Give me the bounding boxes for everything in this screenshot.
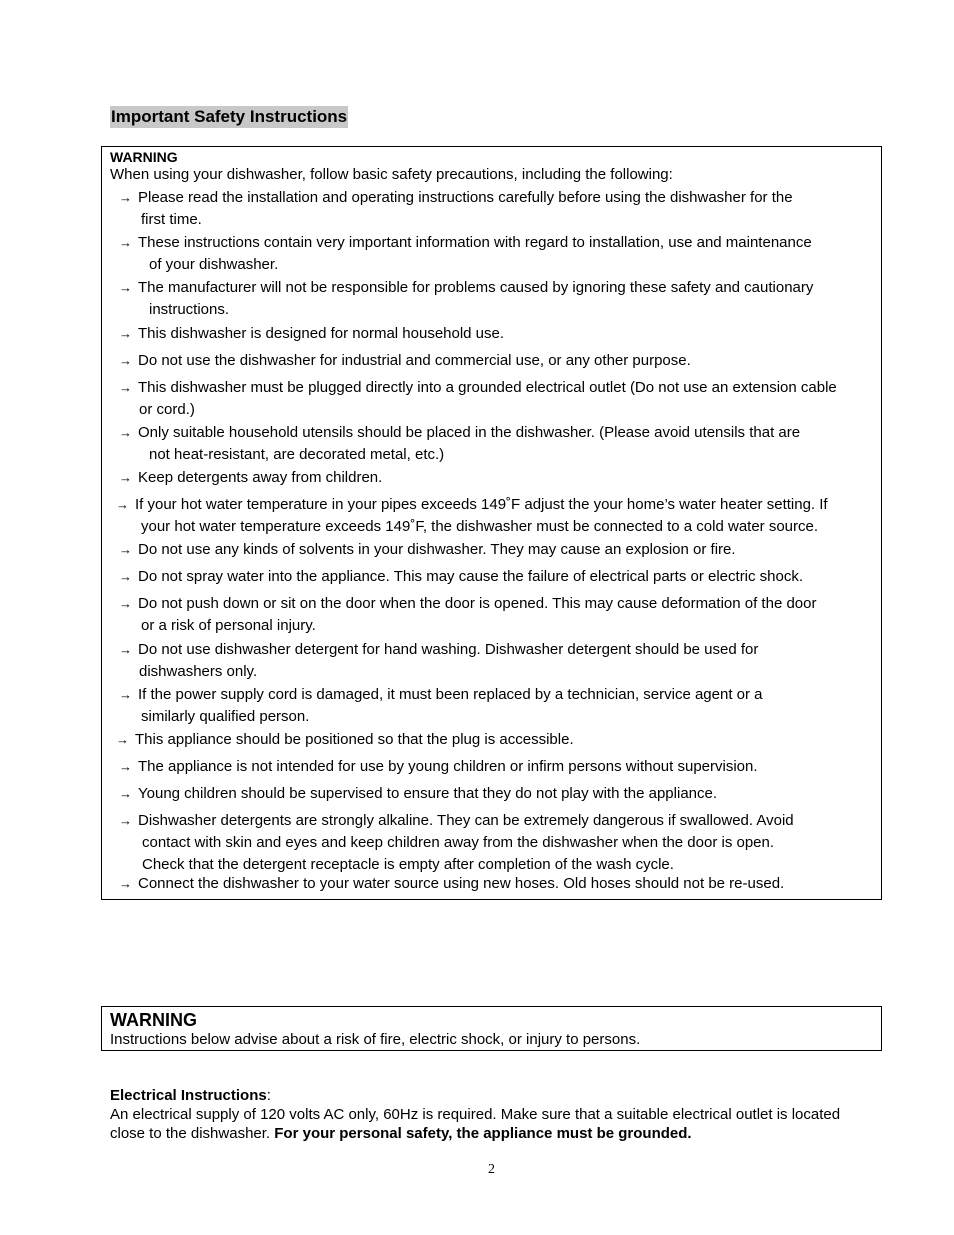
arrow-bullet-icon: →	[119, 759, 132, 774]
instruction-line: your hot water temperature exceeds 149˚F, the dishwasher must be connected to a cold water source.	[141, 518, 819, 535]
instruction-line: not heat-resistant, are decorated metal, etc.)	[149, 446, 445, 463]
warning-2-heading: WARNING	[110, 1010, 197, 1030]
instruction-line: Do not use any kinds of solvents in your dishwasher. They may cause an explosion or fire.	[138, 541, 736, 558]
instruction-line: Keep detergents away from children.	[138, 469, 383, 486]
instruction-line: Please read the installation and operating instructions carefully before using the dishwasher for the	[138, 189, 793, 206]
instruction-line: This dishwasher is designed for normal household use.	[138, 325, 505, 342]
arrow-bullet-icon: →	[119, 353, 132, 368]
page-title: Important Safety Instructions	[111, 107, 348, 126]
instruction-line: This appliance should be positioned so that the plug is accessible.	[135, 731, 574, 748]
instruction-line: Dishwasher detergents are strongly alkaline. They can be extremely dangerous if swallowed. Avoid	[138, 812, 794, 829]
instruction-line: Do not spray water into the appliance. This may cause the failure of electrical parts or electric shock.	[138, 568, 804, 585]
arrow-bullet-icon: →	[119, 542, 132, 557]
arrow-bullet-icon: →	[119, 326, 132, 341]
instruction-line: instructions.	[149, 301, 230, 318]
arrow-bullet-icon: →	[119, 280, 132, 295]
arrow-bullet-icon: →	[119, 380, 132, 395]
arrow-bullet-icon: →	[119, 190, 132, 205]
instruction-line: dishwashers only.	[139, 663, 258, 680]
instruction-line: Check that the detergent receptacle is empty after completion of the wash cycle.	[142, 856, 674, 873]
arrow-bullet-icon: →	[116, 497, 129, 512]
warning-2-text: Instructions below advise about a risk of fire, electric shock, or injury to persons.	[110, 1031, 641, 1048]
arrow-bullet-icon: →	[119, 642, 132, 657]
instruction-line: The manufacturer will not be responsible for problems caused by ignoring these safety and cautionary	[138, 279, 814, 296]
instruction-line: or cord.)	[139, 401, 195, 418]
electrical-instructions-heading	[110, 1087, 271, 1105]
instruction-line: Only suitable household utensils should be placed in the dishwasher. (Please avoid utensils that are	[138, 424, 801, 441]
electrical-line-2-plain: close to the dishwasher.	[110, 1125, 275, 1142]
instruction-line: or a risk of personal injury.	[141, 617, 316, 634]
instruction-line: Young children should be supervised to ensure that they do not play with the appliance.	[138, 785, 718, 802]
electrical-line-2	[110, 1124, 840, 1143]
electrical-instructions-text	[110, 1105, 840, 1143]
arrow-bullet-icon: →	[119, 786, 132, 801]
arrow-bullet-icon: →	[119, 596, 132, 611]
instruction-line: If the power supply cord is damaged, it must been replaced by a technician, service agent or a	[138, 686, 763, 703]
arrow-bullet-icon: →	[119, 425, 132, 440]
arrow-bullet-icon: →	[119, 470, 132, 485]
instruction-line: If your hot water temperature in your pipes exceeds 149˚F adjust the your home’s water heater setting. If	[135, 496, 828, 513]
instruction-line: similarly qualified person.	[141, 708, 310, 725]
arrow-bullet-icon: →	[119, 876, 132, 891]
instruction-line: This dishwasher must be plugged directly into a grounded electrical outlet (Do not use an extension cable	[138, 379, 837, 396]
page-number: 2	[488, 1162, 495, 1177]
arrow-bullet-icon: →	[119, 687, 132, 702]
instruction-line: of your dishwasher.	[149, 256, 279, 273]
instruction-line: Do not push down or sit on the door when the door is opened. This may cause deformation of the door	[138, 595, 817, 612]
instruction-line: The appliance is not intended for use by young children or infirm persons without supervision.	[138, 758, 758, 775]
instruction-line: These instructions contain very important information with regard to installation, use and maintenance	[138, 234, 812, 251]
instruction-line: first time.	[141, 211, 202, 228]
instruction-line: Do not use dishwasher detergent for hand washing. Dishwasher detergent should be used for	[138, 641, 759, 658]
warning-intro: When using your dishwasher, follow basic safety precautions, including the following:	[110, 166, 673, 183]
arrow-bullet-icon: →	[116, 732, 129, 747]
arrow-bullet-icon: →	[119, 569, 132, 584]
warning-heading: WARNING	[110, 149, 178, 165]
electrical-heading-text: Electrical Instructions	[110, 1087, 267, 1104]
grounding-warning: For your personal safety, the appliance must be grounded.	[274, 1125, 692, 1142]
electrical-heading-colon: :	[266, 1087, 271, 1104]
arrow-bullet-icon: →	[119, 235, 132, 250]
electrical-line-1: An electrical supply of 120 volts AC only, 60Hz is required. Make sure that a suitable electrical outlet is located	[110, 1106, 841, 1123]
instruction-line: Connect the dishwasher to your water source using new hoses. Old hoses should not be re-used.	[138, 875, 785, 892]
instruction-line: Do not use the dishwasher for industrial and commercial use, or any other purpose.	[138, 352, 691, 369]
instruction-line: contact with skin and eyes and keep children away from the dishwasher when the door is open.	[142, 834, 775, 851]
arrow-bullet-icon: →	[119, 813, 132, 828]
